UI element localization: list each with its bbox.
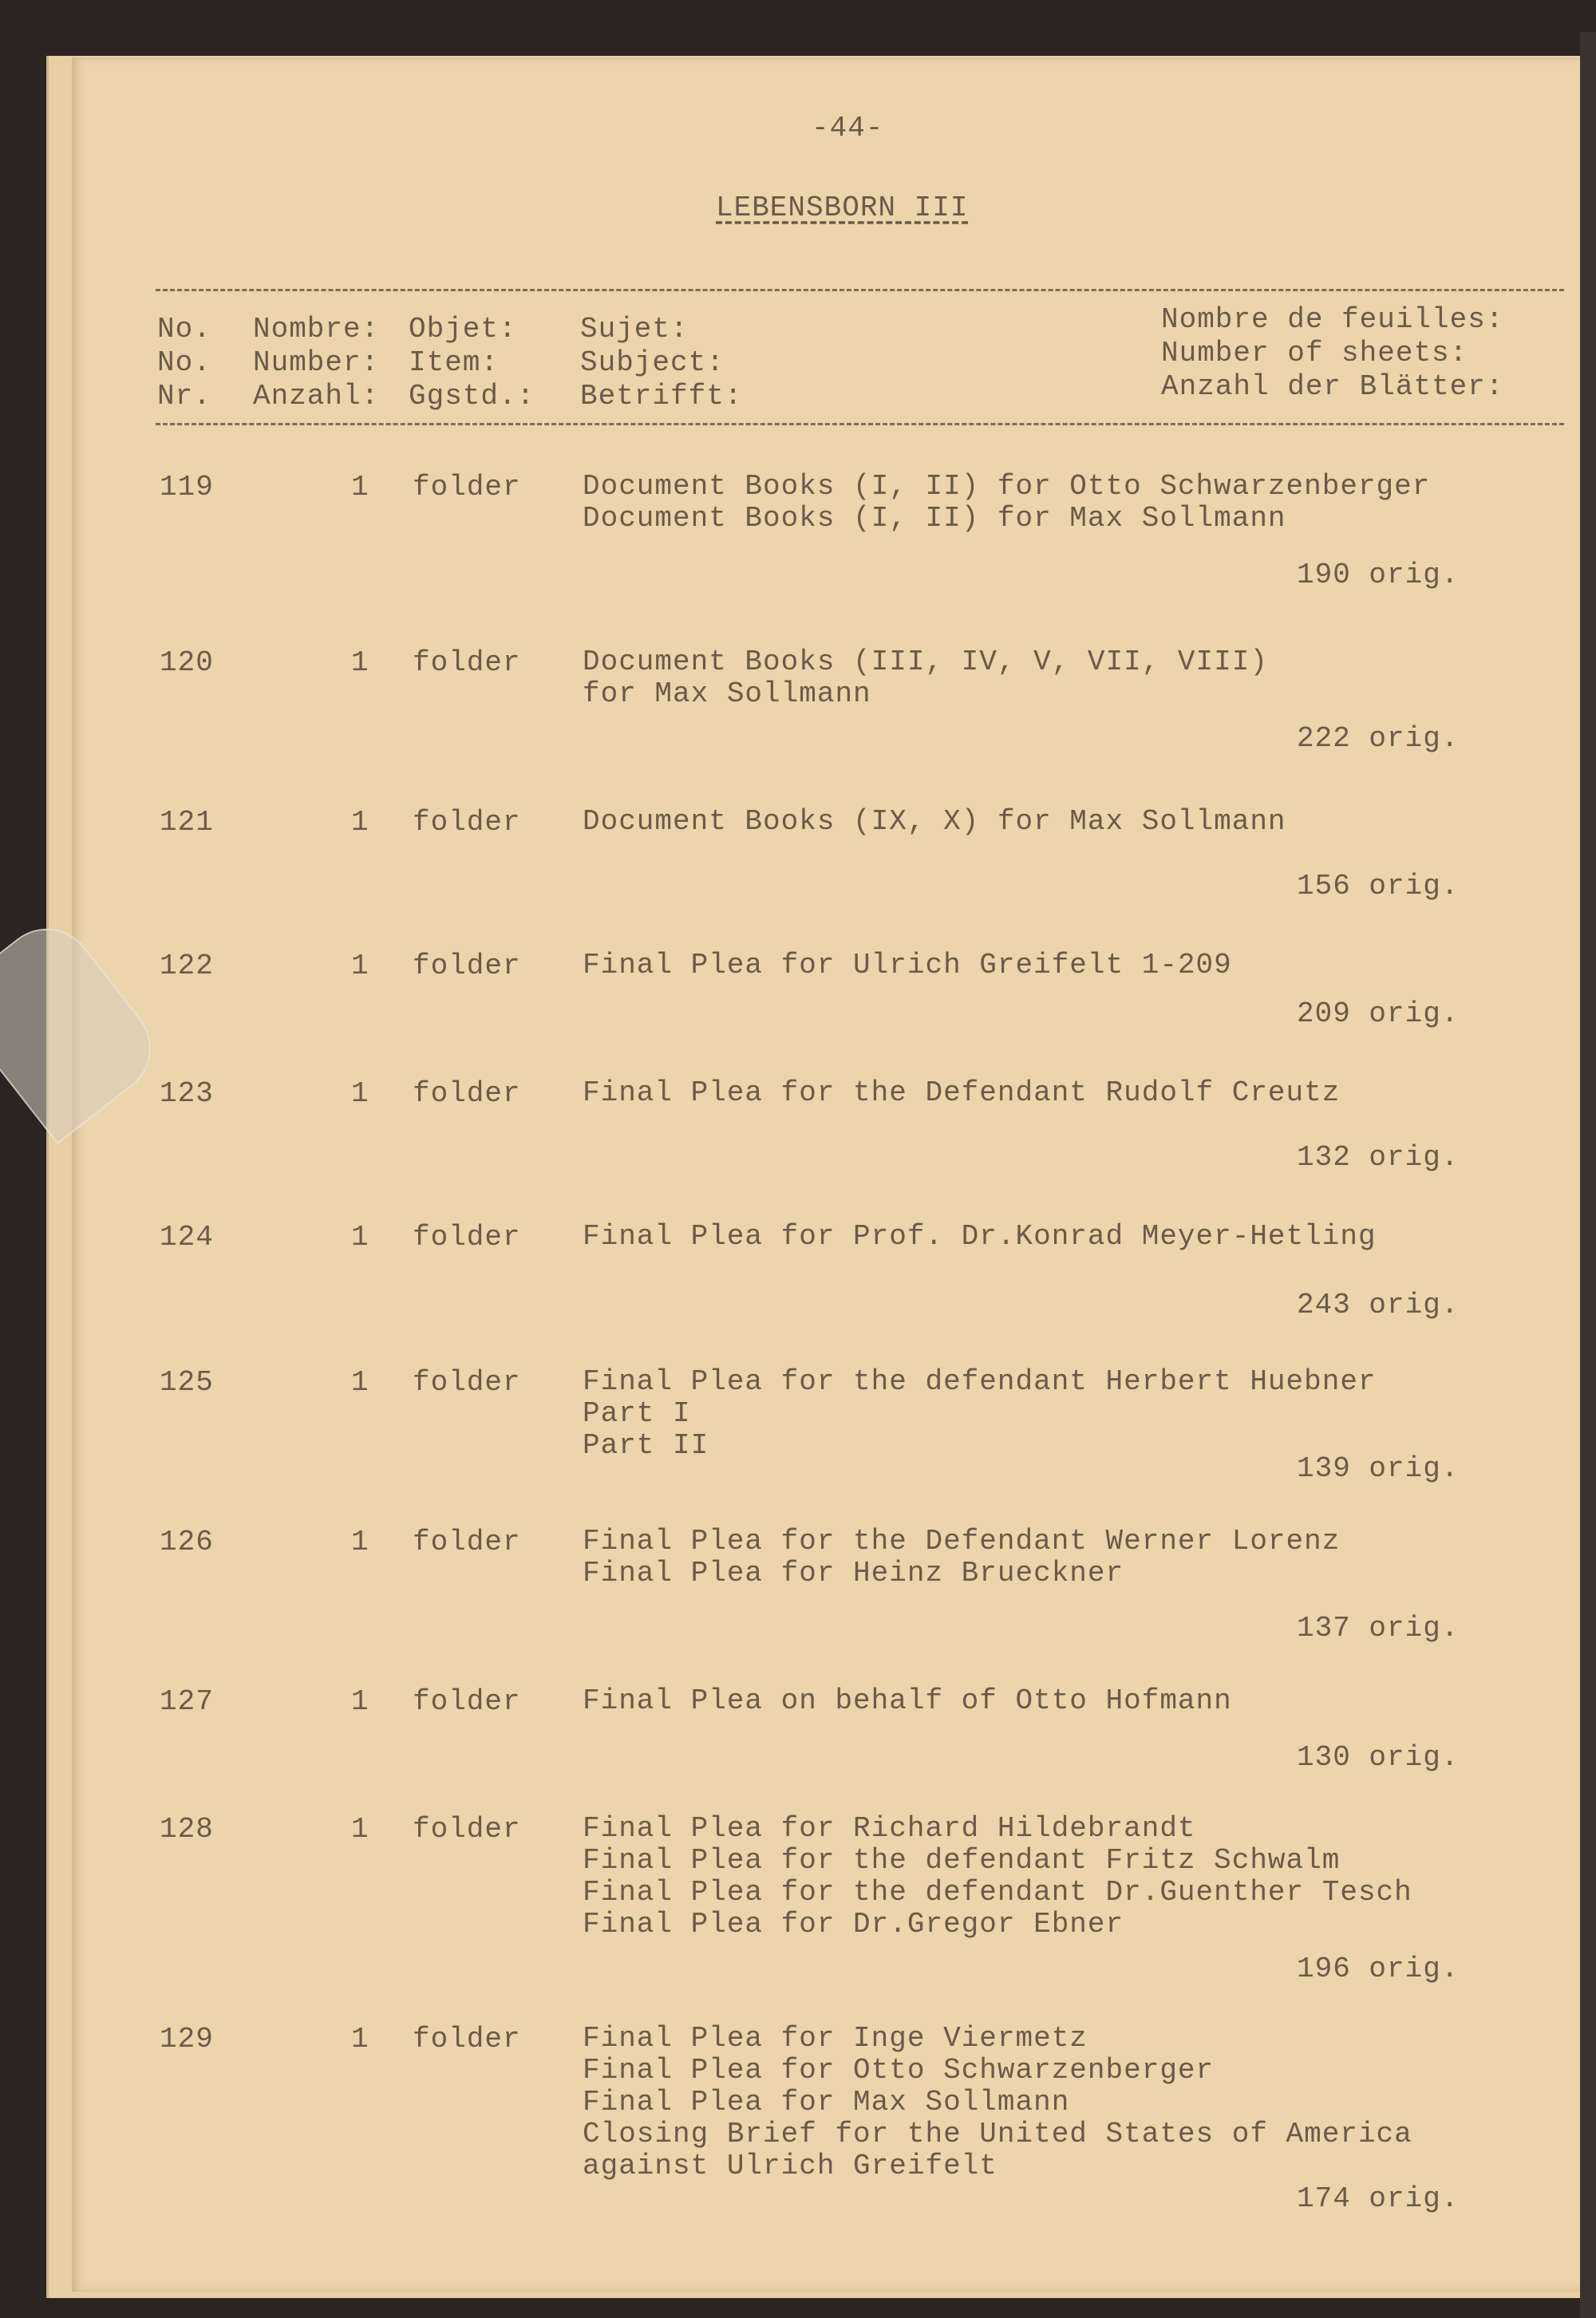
entry-sheets: 130 orig. [1297,1741,1460,1774]
entry-number: 122 [160,950,214,982]
entry-number: 127 [160,1685,214,1718]
entry-number: 128 [160,1813,214,1846]
entry-count: 1 [351,2023,369,2055]
header-item: Objet: Item: Ggstd.: [409,313,535,413]
entry-item: folder [413,1077,521,1110]
header-no: No. No. Nr. [157,313,211,413]
entry-sheets: 196 orig. [1297,1953,1460,1985]
page-title: LEBENSBORN III [716,192,969,224]
header-divider-bottom [156,423,1564,425]
entry-count: 1 [351,1526,369,1558]
entry-count: 1 [351,806,369,839]
header-sheets: Nombre de feuilles: Number of sheets: Anzahl der Blätter: [1161,303,1504,403]
entry-sheets: 139 orig. [1297,1452,1460,1485]
entry-sheets: 209 orig. [1297,997,1460,1030]
entry-sheets: 243 orig. [1297,1289,1460,1321]
entry-count: 1 [351,646,369,679]
header-subject: Sujet: Subject: Betrifft: [580,313,743,413]
entry-subject: Final Plea on behalf of Otto Hofmann [583,1684,1232,1717]
entry-item: folder [413,1685,521,1718]
entry-item: folder [413,806,521,839]
header-count: Nombre: Number: Anzahl: [253,313,380,413]
entry-sheets: 132 orig. [1297,1141,1460,1174]
entry-sheets: 156 orig. [1297,870,1460,902]
page-number: -44- [812,112,884,144]
entry-count: 1 [351,1685,369,1718]
entry-sheets: 174 orig. [1297,2182,1460,2215]
entry-subject: Final Plea for the Defendant Werner Lorenz Final Plea for Heinz Brueckner [583,1525,1341,1589]
entry-number: 123 [160,1077,214,1110]
entry-subject: Document Books (IX, X) for Max Sollmann [583,805,1286,838]
entry-count: 1 [351,471,369,503]
entry-subject: Final Plea for Prof. Dr.Konrad Meyer-Hetling [583,1220,1377,1253]
entry-subject: Final Plea for Inge Viermetz Final Plea for Otto Schwarzenberger Final Plea for Max Sollmann Closing Brief for the United States of America against Ulrich Greifelt [583,2022,1412,2182]
entry-item: folder [413,950,521,982]
entry-count: 1 [351,1077,369,1110]
entry-item: folder [413,2023,521,2055]
entry-count: 1 [351,1366,369,1399]
entry-count: 1 [351,1813,369,1846]
entry-item: folder [413,1366,521,1399]
entry-number: 120 [160,646,214,679]
entry-subject: Document Books (I, II) for Otto Schwarzenberger Document Books (I, II) for Max Sollmann [583,470,1431,535]
entry-number: 119 [160,471,214,503]
entry-sheets: 137 orig. [1297,1612,1460,1645]
entry-item: folder [413,1221,521,1254]
binding-edge [1580,32,1596,2318]
entry-number: 124 [160,1221,214,1254]
entry-item: folder [413,1813,521,1846]
entry-count: 1 [351,1221,369,1254]
entry-sheets: 222 orig. [1297,722,1460,755]
entry-item: folder [413,646,521,679]
entry-sheets: 190 orig. [1297,559,1460,591]
entry-subject: Final Plea for Richard Hildebrandt Final Plea for the defendant Fritz Schwalm Final Plea for the defendant Dr.Guenther Tesch Final Plea for Dr.Gregor Ebner [583,1812,1412,1941]
entry-number: 125 [160,1366,214,1399]
entry-subject: Document Books (III, IV, V, VII, VIII) for Max Sollmann [583,646,1268,710]
entry-item: folder [413,1526,521,1558]
entry-number: 126 [160,1526,214,1558]
entry-count: 1 [351,950,369,982]
entry-number: 129 [160,2023,214,2055]
entry-number: 121 [160,806,214,839]
header-divider-top [156,289,1564,291]
entry-item: folder [413,471,521,503]
entry-subject: Final Plea for Ulrich Greifelt 1-209 [583,949,1232,981]
entry-subject: Final Plea for the Defendant Rudolf Creutz [583,1076,1341,1109]
entry-subject: Final Plea for the defendant Herbert Huebner Part I Part II [583,1365,1377,1462]
